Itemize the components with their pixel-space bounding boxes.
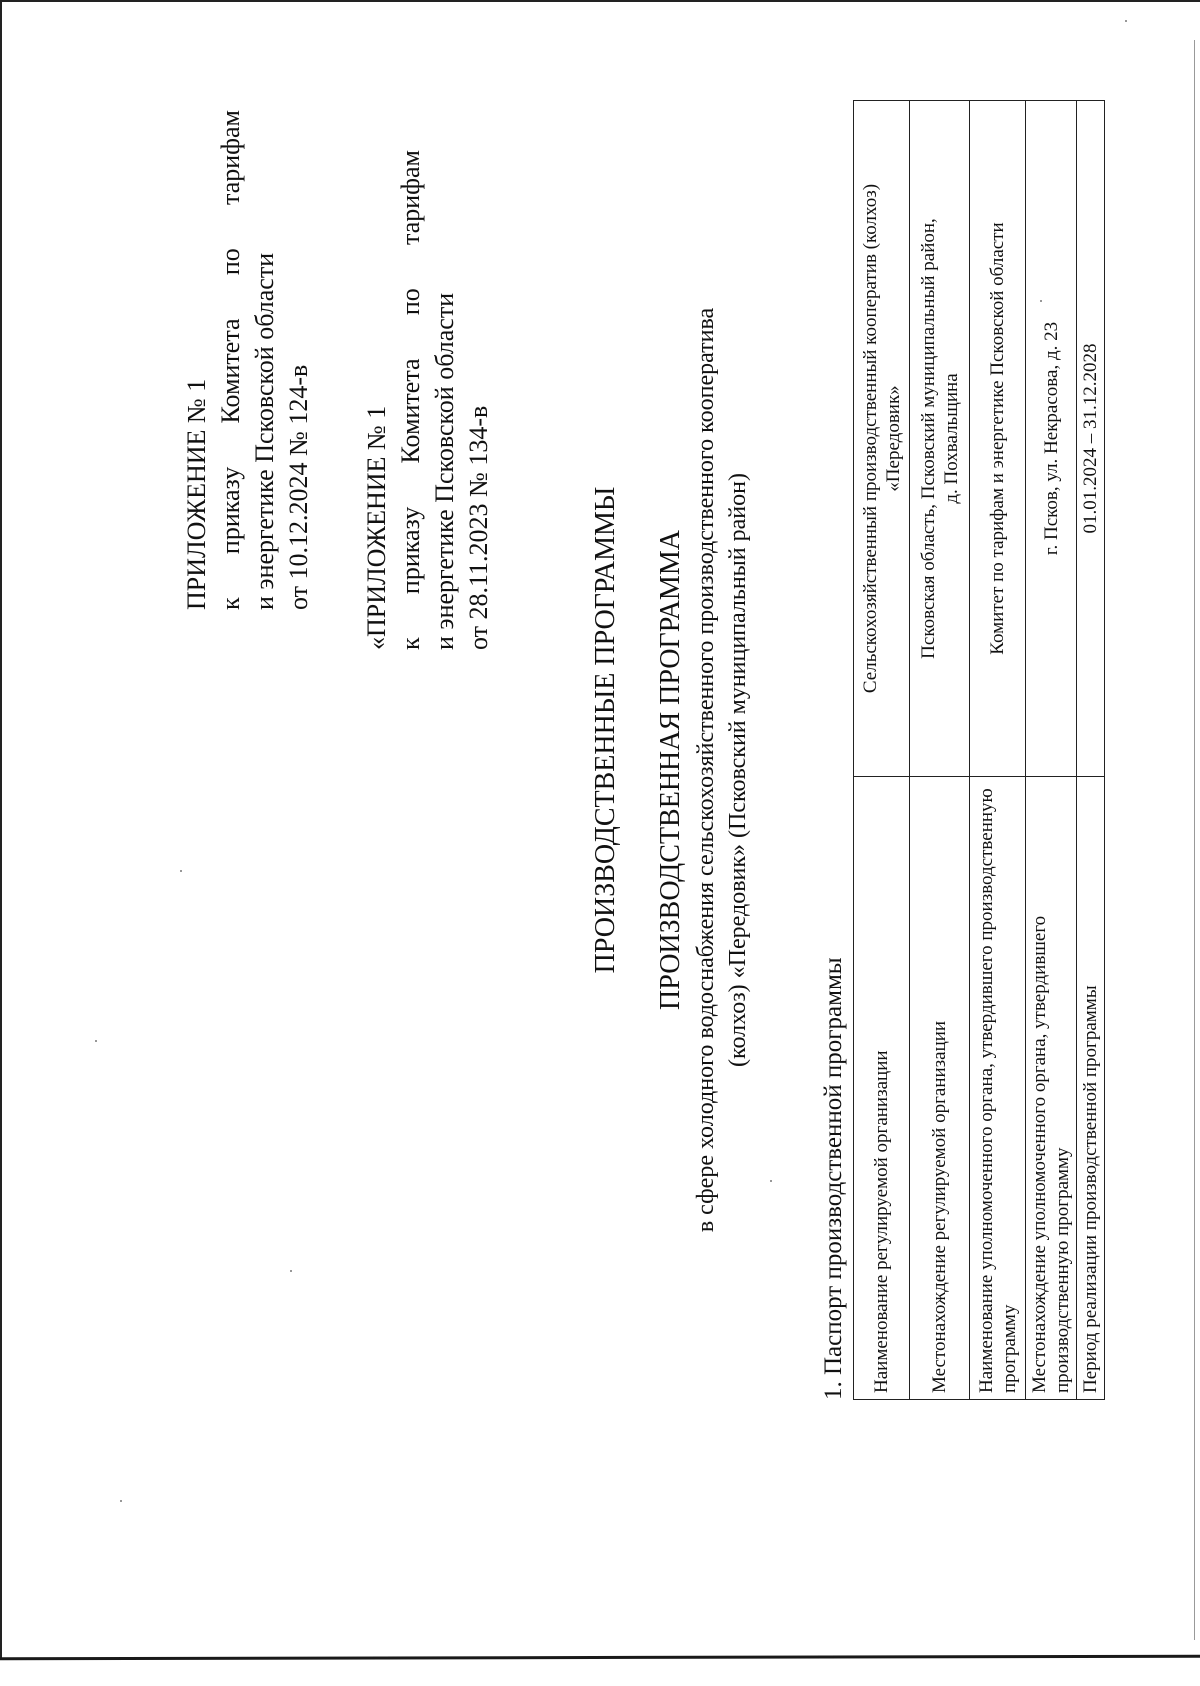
scan-border-bottom [0, 1655, 1200, 1661]
value-line: Псковская область, Псковский муниципальный район, [917, 218, 939, 659]
appendix-word: Комитета [216, 318, 245, 424]
scan-border-top [0, 0, 1200, 2]
appendix-previous-heading: «ПРИЛОЖЕНИЕ № 1 [362, 405, 391, 650]
appendix-word: приказу [216, 466, 245, 555]
table-row [970, 101, 1026, 1400]
appendix-previous-line1 [394, 150, 428, 650]
program-description [690, 190, 754, 1350]
value-line: «Передовик» [882, 385, 904, 492]
scan-speck [1125, 20, 1127, 22]
program-description-line2: (колхоз) «Передовик» (Псковский муниципальный район) [725, 473, 751, 1067]
table-cell-label: Период реализации производственной программы [1077, 777, 1105, 1400]
program-subtitle: ПРОИЗВОДСТВЕННАЯ ПРОГРАММА [655, 530, 686, 1010]
appendix-previous [360, 150, 496, 650]
appendix-word: к [216, 597, 245, 610]
appendix-word: Комитета [396, 358, 425, 464]
table-row [910, 101, 970, 1400]
passport-table [853, 100, 1105, 1400]
appendix-current-line3: от 10.12.2024 № 124-в [284, 364, 313, 610]
table-cell-value [910, 101, 970, 777]
value-line: Сельскохозяйственный производственный кооператив (колхоз) [859, 183, 881, 694]
value-line: Комитет по тарифам и энергетике Псковской области [987, 222, 1008, 655]
appendix-current [180, 110, 316, 610]
table-cell-value [970, 101, 1026, 777]
table-row [1077, 101, 1105, 1400]
table-cell-value [1026, 101, 1077, 777]
appendix-current-heading: ПРИЛОЖЕНИЕ № 1 [182, 378, 211, 610]
program-description-line1: в сфере холодного водоснабжения сельскохозяйственного производственного кооператива [693, 307, 719, 1233]
appendix-word: приказу [396, 506, 425, 595]
table-cell-label: Наименование регулируемой организации [854, 777, 910, 1400]
table-row [854, 101, 910, 1400]
appendix-word: к [396, 637, 425, 650]
appendix-word: по [396, 288, 425, 316]
table-cell-label: Местонахождение уполномоченного органа, утвердившего производственную программу [1026, 777, 1077, 1400]
table-cell-value [1077, 101, 1105, 777]
scan-border-right [1194, 40, 1195, 1640]
scan-border-left [0, 0, 2, 1660]
appendix-previous-line2: и энергетике Псковской области [430, 292, 459, 650]
programs-title: ПРОИЗВОДСТВЕННЫЕ ПРОГРАММЫ [590, 486, 621, 974]
appendix-word: тарифам [216, 110, 245, 205]
value-line: 01.01.2024 – 31.12.2028 [1080, 343, 1101, 534]
appendix-current-line2: и энергетике Псковской области [250, 252, 279, 610]
appendix-current-line1 [214, 110, 248, 610]
appendix-previous-line3: от 28.11.2023 № 134-в [464, 405, 493, 650]
value-line: г. Псков, ул. Некрасова, д. 23 [1040, 321, 1062, 556]
passport-heading: 1. Паспорт производственной программы [820, 957, 847, 1400]
appendix-word: тарифам [396, 150, 425, 245]
table-cell-label: Наименование уполномоченного органа, утвердившего производственную программу [970, 777, 1026, 1400]
appendix-word: по [216, 248, 245, 276]
table-row [1026, 101, 1077, 1400]
table-cell-value [854, 101, 910, 777]
value-line: д. Похвальщина [940, 373, 962, 504]
rotated-document-page [30, 70, 1110, 1610]
table-cell-label: Местонахождение регулируемой организации [910, 777, 970, 1400]
